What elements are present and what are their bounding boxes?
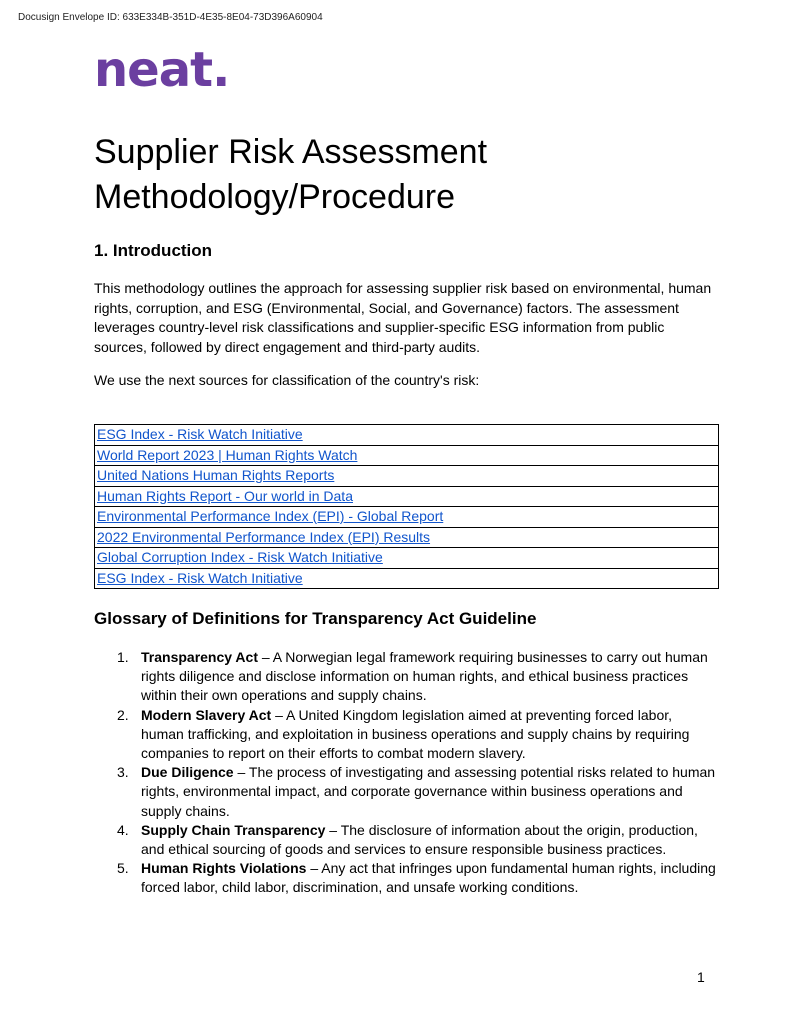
source-link[interactable]: United Nations Human Rights Reports [97,467,335,483]
glossary-definition: – A Norwegian legal framework requiring businesses to carry out human rights diligence and disclose information on human rights, and ethical business practices within their own operations and supply chains. [141,649,708,704]
table-cell [95,507,719,528]
table-cell [95,486,719,507]
source-link[interactable]: ESG Index - Risk Watch Initiative [97,426,303,442]
source-link[interactable]: 2022 Environmental Performance Index (EPI) Results [97,528,431,545]
table-cell [95,548,719,569]
neat-logo [94,46,244,96]
list-number: 5. [117,860,129,877]
table-cell [95,425,719,446]
list-item [117,648,717,706]
sources-table [94,424,719,589]
neat-logo-text: neat. [94,46,230,96]
glossary-heading: Glossary of Definitions for Transparency Act Guideline [94,609,537,628]
table-cell [95,527,719,548]
table-cell [95,445,719,466]
source-link[interactable]: ESG Index - Risk Watch Initiative [97,569,303,586]
title-line-2: Methodology/Procedure [94,178,456,216]
source-link[interactable]: Global Corruption Index - Risk Watch Initiative [97,549,383,565]
introduction-paragraph: This methodology outlines the approach for assessing supplier risk based on environmental, human rights, corruption, and ESG (Environmental, Social, and Governance) factors. The assessment leverages country-level risk classifications and supplier-specific ESG information from public sources, followed by direct engagement and third-party audits. [94,280,712,355]
table-row [95,527,719,548]
title-line-1: Supplier Risk Assessment [94,133,488,171]
glossary-list [117,648,717,898]
page-title [94,130,487,220]
table-cell [95,568,719,589]
list-number: 1. [117,649,129,665]
glossary-term: Human Rights Violations [141,860,307,877]
list-number: 4. [117,821,129,838]
table-row [95,466,719,487]
table-row [95,548,719,569]
glossary-definition: – The disclosure of information about the origin, production, and ethical sourcing of goods and services to ensure responsible business practices. [141,821,698,858]
source-link[interactable]: Environmental Performance Index (EPI) - Global Report [97,508,444,524]
table-row [95,568,719,589]
envelope-id: Docusign Envelope ID: 633E334B-351D-4E35-8E04-73D396A60904 [18,12,323,23]
glossary-term: Modern Slavery Act [141,706,272,723]
list-item [117,763,717,821]
list-item [117,859,717,897]
glossary-term: Due Diligence [141,764,234,781]
table-row [95,445,719,466]
table-row [95,507,719,528]
table-cell [95,466,719,487]
list-item [117,706,717,764]
introduction-heading: 1. Introduction [94,241,213,260]
list-number: 3. [117,764,129,781]
glossary-term: Supply Chain Transparency [141,821,326,838]
list-item [117,821,717,859]
glossary-definition: – Any act that infringes upon fundamental human rights, including forced labor, child labor, discrimination, and unsafe working conditions. [141,860,716,896]
source-link[interactable]: Human Rights Report - Our world in Data [97,487,353,504]
glossary-definition: – A United Kingdom legislation aimed at preventing forced labor, human trafficking, and exploitation in business operations and supply chains by requiring companies to report on their efforts to combat modern slavery. [141,706,690,762]
glossary-definition: – The process of investigating and assessing potential risks related to human rights, environmental impact, and corporate governance within business operations and supply chains. [141,764,716,819]
source-link[interactable]: World Report 2023 | Human Rights Watch [97,446,358,463]
table-row [95,425,719,446]
list-number: 2. [117,706,129,723]
glossary-term: Transparency Act [141,649,258,665]
page-number: 1 [697,969,705,985]
table-row [95,486,719,507]
sources-intro: We use the next sources for classification of the country's risk: [94,372,480,388]
